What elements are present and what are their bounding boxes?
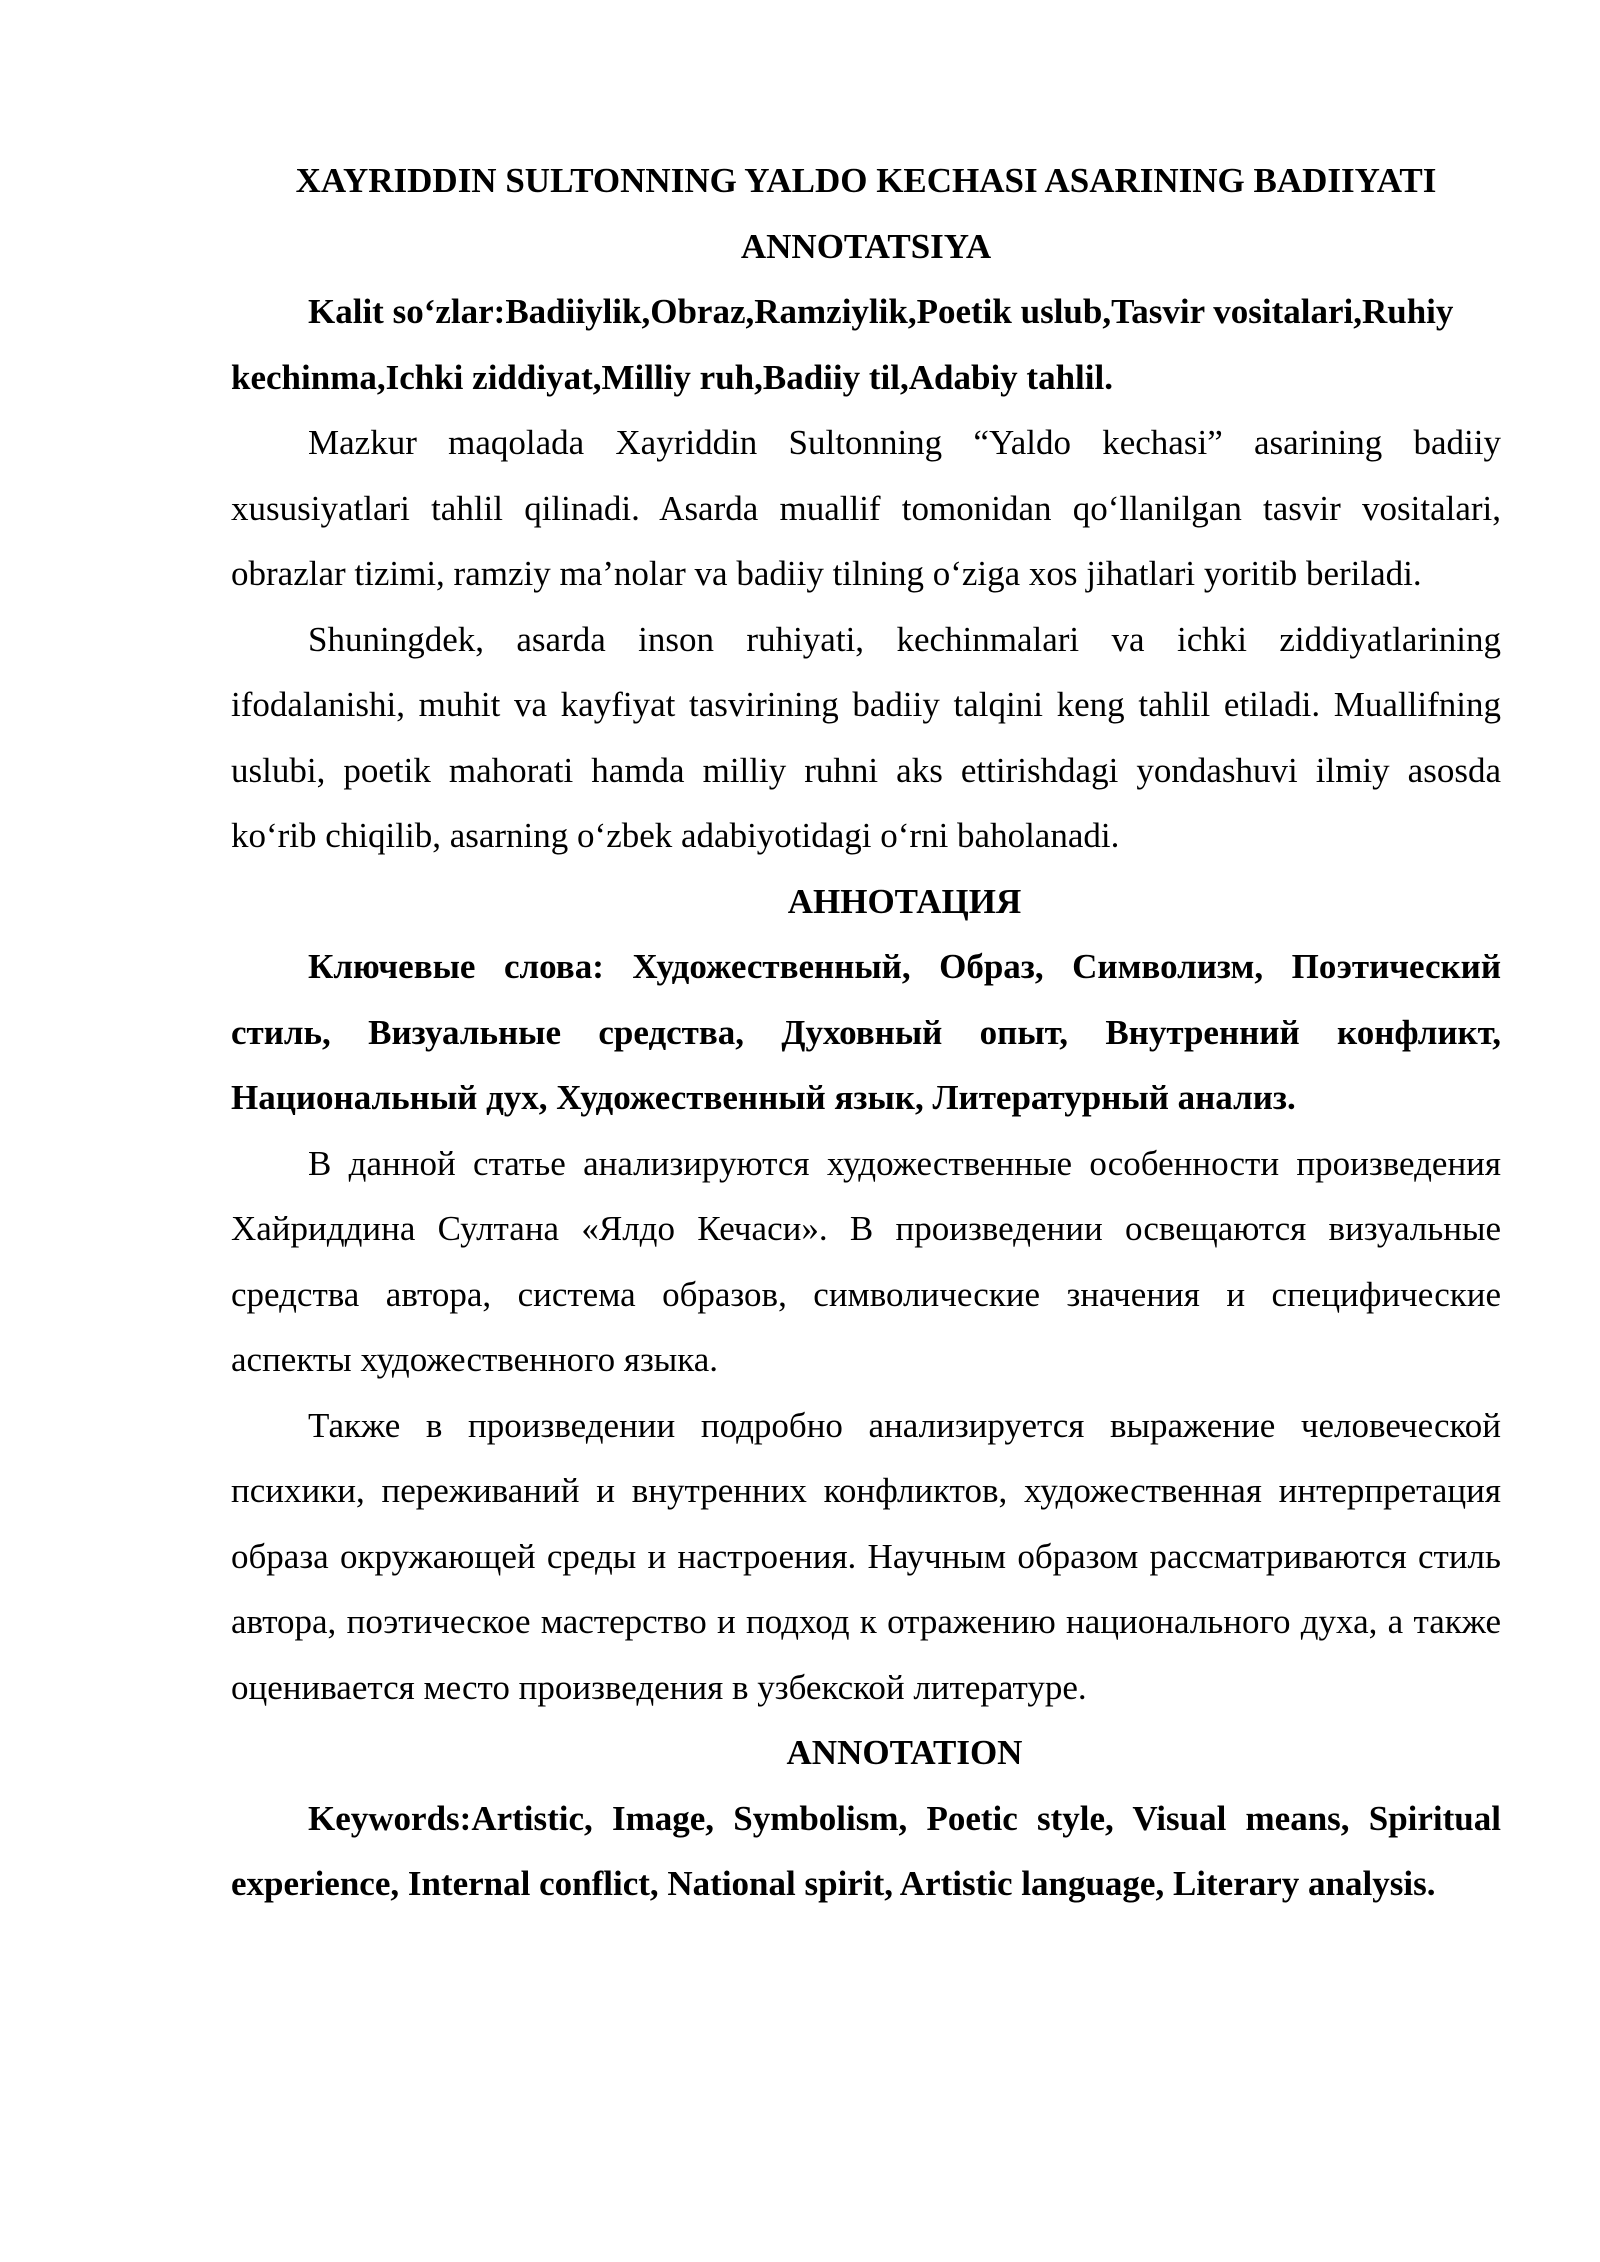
uz-paragraph-2: Shuningdek, asarda inson ruhiyati, kechinmalari va ichki ziddiyatlarining ifodalanishi, muhit va kayfiyat tasvirining badiiy talqini keng tahlil etiladi. Muallifning uslubi, poetik mahorati hamda milliy ruhni aks ettirishdagi yondashuvi ilmiy asosda ko‘rib chiqilib, asarning o‘zbek adabiyotidagi o‘rni baholanadi. [231,619,1501,855]
uz-keywords-text: Badiiylik,Obraz,Ramziylik,Poetik uslub,Tasvir vositalari,Ruhiy kechinma,Ichki ziddiyat,Milliy ruh,Badiiy til,Adabiy tahlil. [231,292,1454,397]
document-page [231,148,1501,1917]
uz-heading: ANNOTATSIYA [740,226,992,266]
uz-keywords-label: Kalit so‘zlar: [308,292,506,331]
en-heading: ANNOTATION [786,1733,1023,1772]
uz-paragraph-1: Mazkur maqolada Xayriddin Sultonning “Yaldo kechasi” asarining badiiy xususiyatlari tahlil qilinadi. Asarda muallif tomonidan qo‘llanilgan tasvir vositalari, obrazlar tizimi, ramziy ma’nolar va badiiy tilning o‘ziga xos jihatlari yoritib beriladi. [231,423,1501,593]
ru-keywords-label: Ключевые слова: [308,947,604,986]
ru-paragraph-2: Также в произведении подробно анализируется выражение человеческой психики, переживаний и внутренних конфликтов, художественная интерпретация образа окружающей среды и настроения. Научным образом рассматриваются стиль автора, поэтическое мастерство и подход к отражению национального духа, а также оценивается место произведения в узбекской литературе. [231,1405,1501,1707]
ru-heading: АННОТАЦИЯ [787,881,1022,921]
ru-paragraph-1: В данной статье анализируются художественные особенности произведения Хайриддина Султана «Ялдо Кечаси». В произведении освещаются визуальные средства автора, система образов, символические значения и специфические аспекты художественного языка. [231,1143,1501,1379]
en-keywords-label: Keywords: [308,1798,472,1838]
document-title: XAYRIDDIN SULTONNING YALDO KECHASI ASARINING BADIIYATI [295,161,1437,200]
en-keywords-text: Artistic, Image, Symbolism, Poetic style, Visual means, Spiritual experience, Internal conflict, National spirit, Artistic language, Literary analysis. [231,1798,1501,1903]
en-keywords [231,1786,1501,1917]
uz-keywords [231,279,1501,410]
ru-keywords [231,934,1501,1131]
ru-keywords-text: Художественный, Образ, Символизм, Поэтический стиль, Визуальные средства, Духовный опыт, Внутренний конфликт, Национальный дух, Художественный язык, Литературный анализ. [231,947,1501,1117]
